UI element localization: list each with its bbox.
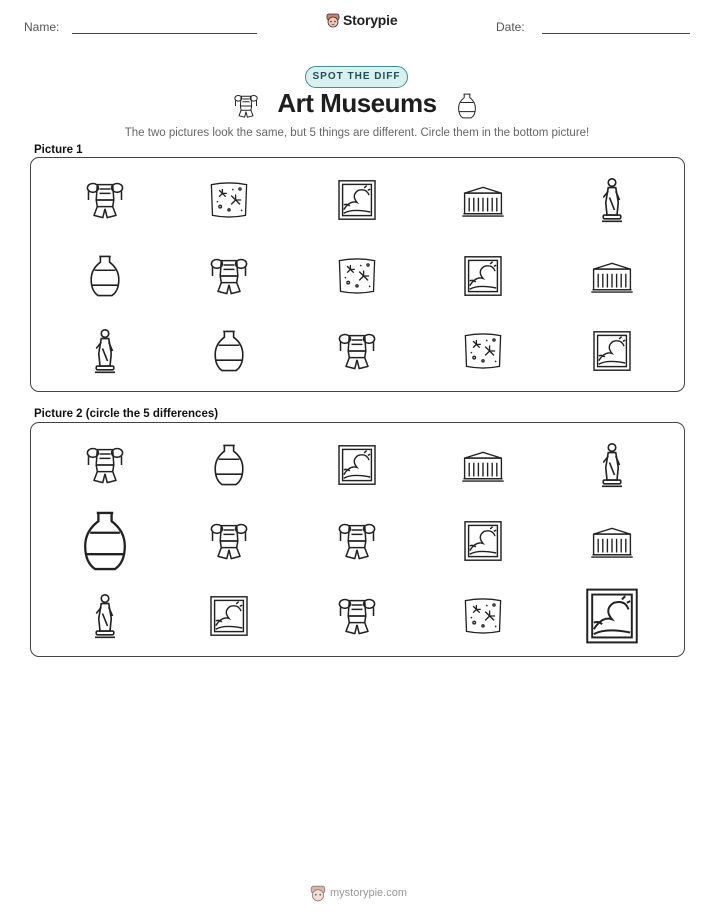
statue-icon[interactable]	[75, 321, 135, 381]
wave-painting-icon[interactable]	[453, 511, 513, 571]
armor-icon[interactable]	[327, 586, 387, 646]
statue-icon[interactable]	[582, 170, 642, 230]
brand-name: Storypie	[343, 12, 398, 28]
wave-painting-icon[interactable]	[453, 246, 513, 306]
fireworks-painting-icon[interactable]	[327, 246, 387, 306]
page-title: Art Museums	[277, 88, 437, 118]
museum-building-icon[interactable]	[582, 511, 642, 571]
storypie-mascot-icon	[310, 884, 326, 902]
date-field-line[interactable]	[542, 33, 690, 34]
name-label: Name:	[24, 20, 60, 34]
armor-icon[interactable]	[327, 321, 387, 381]
vase-icon-large[interactable]	[75, 511, 135, 571]
picture-2-label: Picture 2 (circle the 5 differences)	[34, 408, 219, 420]
wave-painting-icon-large[interactable]	[582, 586, 642, 646]
brand-logo	[326, 12, 397, 28]
wave-painting-icon[interactable]	[327, 435, 387, 495]
wave-painting-icon[interactable]	[199, 586, 259, 646]
instructions: The two pictures look the same, but 5 things are different. Circle them in the bottom picture!	[124, 127, 590, 139]
vase-icon[interactable]	[199, 435, 259, 495]
armor-icon[interactable]	[75, 435, 135, 495]
fireworks-painting-icon[interactable]	[199, 170, 259, 230]
name-field-line[interactable]	[72, 33, 257, 34]
museum-building-icon[interactable]	[582, 246, 642, 306]
wave-painting-icon[interactable]	[582, 321, 642, 381]
footer-url[interactable]: mystorypie.com	[330, 887, 408, 899]
vase-icon[interactable]	[199, 321, 259, 381]
vase-icon[interactable]	[75, 246, 135, 306]
storypie-mascot-icon	[326, 12, 340, 28]
fireworks-painting-icon[interactable]	[453, 586, 513, 646]
date-label: Date:	[496, 20, 525, 34]
museum-building-icon[interactable]	[453, 170, 513, 230]
museum-building-icon[interactable]	[453, 435, 513, 495]
wave-painting-icon[interactable]	[327, 170, 387, 230]
statue-icon[interactable]	[582, 435, 642, 495]
armor-icon[interactable]	[75, 170, 135, 230]
statue-icon[interactable]	[75, 586, 135, 646]
armor-icon[interactable]	[199, 511, 259, 571]
footer	[310, 884, 407, 902]
spot-the-diff-badge: SPOT THE DIFF	[305, 66, 408, 88]
armor-icon[interactable]	[199, 246, 259, 306]
title-vase-icon	[453, 91, 481, 126]
fireworks-painting-icon[interactable]	[453, 321, 513, 381]
armor-icon[interactable]	[327, 511, 387, 571]
picture-1-label: Picture 1	[34, 144, 83, 156]
